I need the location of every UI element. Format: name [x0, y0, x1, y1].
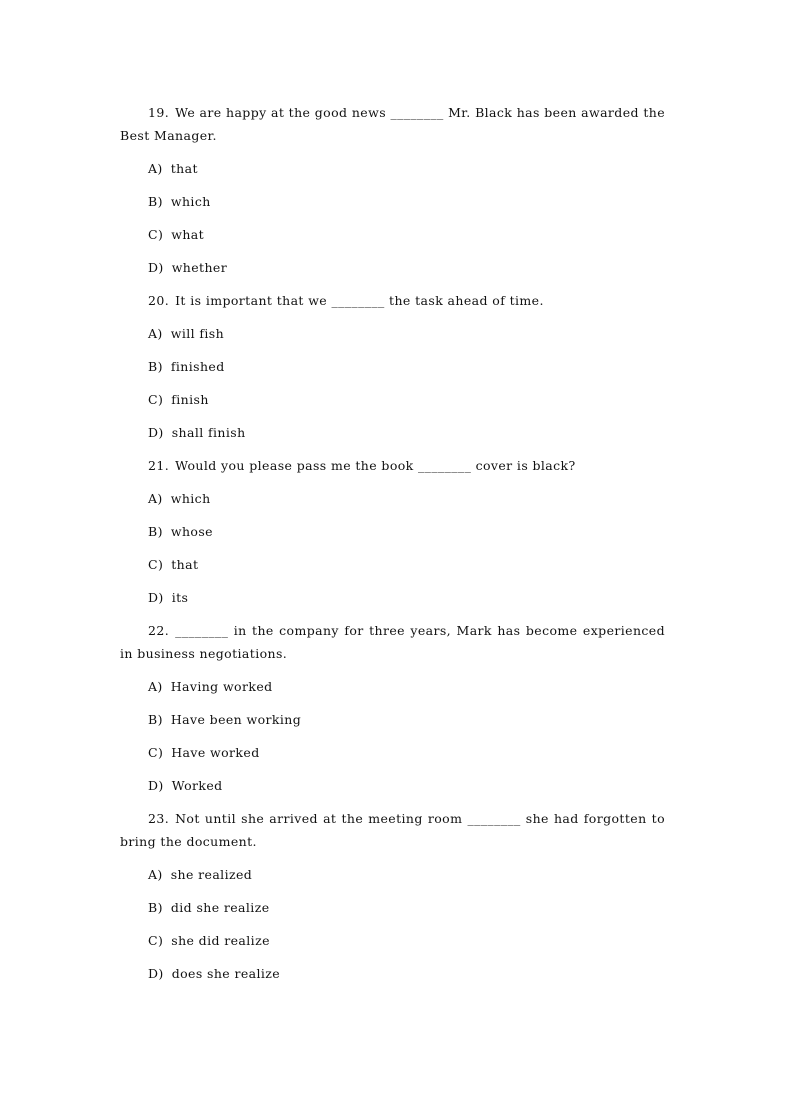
question-text: Would you please pass me the book ________ cover is black?	[175, 458, 576, 473]
question-23	[120, 807, 665, 985]
question-22	[120, 619, 665, 797]
option-text: which	[170, 194, 211, 209]
option-letter: C)	[148, 227, 164, 242]
option-text: will fish	[170, 326, 225, 341]
option-c	[120, 388, 665, 411]
option-c	[120, 553, 665, 576]
option-a	[120, 675, 665, 698]
option-letter: A)	[148, 326, 163, 341]
option-d	[120, 421, 665, 444]
question-19	[120, 101, 665, 279]
option-c	[120, 741, 665, 764]
question-list	[120, 101, 665, 995]
option-text: which	[170, 491, 211, 506]
option-letter: B)	[148, 524, 163, 539]
option-b	[120, 896, 665, 919]
option-text: Have been working	[170, 712, 302, 727]
option-letter: D)	[148, 590, 164, 605]
question-text: ________ in the company for three years, Mark has become experienced in business negotiations.	[120, 623, 665, 661]
option-text: Have worked	[171, 745, 260, 760]
option-text: whose	[170, 524, 213, 539]
option-b	[120, 190, 665, 213]
question-21	[120, 454, 665, 609]
question-stem	[120, 619, 665, 665]
option-letter: C)	[148, 392, 164, 407]
option-text: what	[171, 227, 205, 242]
option-b	[120, 520, 665, 543]
question-stem	[120, 101, 665, 147]
option-letter: A)	[148, 161, 163, 176]
option-text: that	[170, 161, 198, 176]
option-letter: D)	[148, 260, 164, 275]
question-stem	[120, 807, 665, 853]
option-text: she did realize	[171, 933, 270, 948]
question-text: Not until she arrived at the meeting room ________ she had forgotten to bring the document.	[120, 811, 665, 849]
option-d	[120, 256, 665, 279]
option-text: finish	[171, 392, 209, 407]
question-number: 23.	[148, 811, 170, 826]
option-d	[120, 586, 665, 609]
option-text: that	[171, 557, 199, 572]
question-number: 21.	[148, 458, 170, 473]
option-text: shall finish	[171, 425, 246, 440]
option-letter: C)	[148, 933, 164, 948]
option-letter: B)	[148, 900, 163, 915]
option-letter: A)	[148, 867, 163, 882]
option-a	[120, 157, 665, 180]
option-c	[120, 929, 665, 952]
option-text: whether	[171, 260, 228, 275]
option-letter: A)	[148, 679, 163, 694]
option-d	[120, 774, 665, 797]
question-text: We are happy at the good news ________ Mr. Black has been awarded the Best Manager.	[120, 105, 665, 143]
option-a	[120, 487, 665, 510]
option-letter: D)	[148, 966, 164, 981]
option-b	[120, 355, 665, 378]
option-c	[120, 223, 665, 246]
option-d	[120, 962, 665, 985]
question-number: 19.	[148, 105, 170, 120]
option-a	[120, 863, 665, 886]
option-text: did she realize	[170, 900, 270, 915]
option-text: Having worked	[170, 679, 273, 694]
question-stem	[120, 454, 665, 477]
option-letter: D)	[148, 778, 164, 793]
option-letter: C)	[148, 557, 164, 572]
option-letter: B)	[148, 194, 163, 209]
option-letter: D)	[148, 425, 164, 440]
option-letter: B)	[148, 359, 163, 374]
question-20	[120, 289, 665, 444]
question-number: 22.	[148, 623, 170, 638]
question-number: 20.	[148, 293, 170, 308]
option-text: does she realize	[171, 966, 281, 981]
option-letter: A)	[148, 491, 163, 506]
option-text: she realized	[170, 867, 253, 882]
option-text: its	[171, 590, 189, 605]
option-text: Worked	[171, 778, 223, 793]
option-a	[120, 322, 665, 345]
option-b	[120, 708, 665, 731]
option-letter: C)	[148, 745, 164, 760]
question-text: It is important that we ________ the task ahead of time.	[175, 293, 544, 308]
question-stem	[120, 289, 665, 312]
option-letter: B)	[148, 712, 163, 727]
option-text: finished	[170, 359, 225, 374]
